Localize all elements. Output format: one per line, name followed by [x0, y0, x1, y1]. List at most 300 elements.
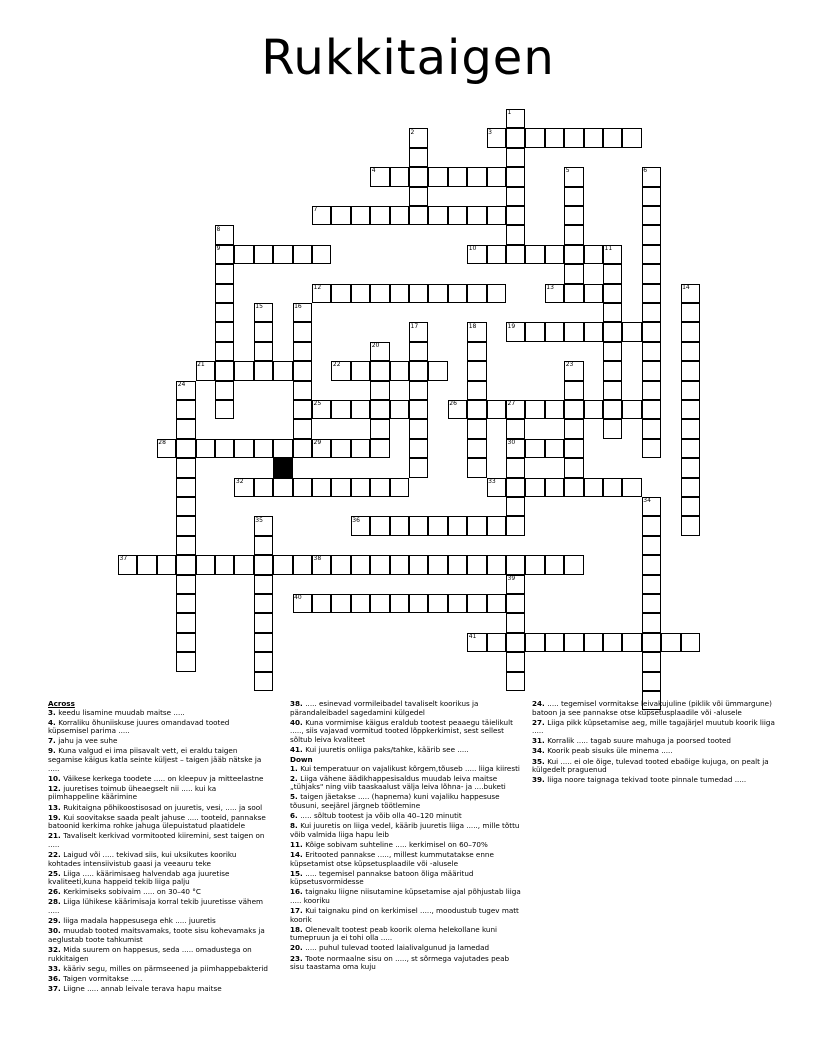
grid-cell[interactable] — [254, 536, 273, 555]
clue-text: Rukitaigna põhikoostisosad on juuretis, vesi, ..... ja sool — [63, 802, 263, 812]
grid-cell[interactable] — [370, 381, 389, 400]
grid-cell[interactable] — [506, 458, 525, 477]
grid-cell[interactable] — [681, 439, 700, 458]
grid-cell[interactable] — [428, 284, 447, 303]
clue-text: taignaku liigne niisutamine küpsetamise ajal põhjustab liiga ..... kooriku — [290, 887, 521, 905]
grid-cell[interactable] — [215, 322, 234, 341]
grid-cell[interactable] — [157, 555, 176, 574]
grid-cell[interactable] — [254, 361, 273, 380]
grid-cell[interactable] — [525, 555, 544, 574]
grid-cell[interactable] — [506, 206, 525, 225]
grid-cell[interactable] — [603, 381, 622, 400]
grid-cell[interactable] — [487, 206, 506, 225]
grid-cell[interactable] — [409, 439, 428, 458]
grid-cell[interactable] — [467, 400, 486, 419]
grid-cell[interactable] — [254, 555, 273, 574]
across-clue — [290, 719, 522, 745]
grid-cell[interactable] — [448, 555, 467, 574]
grid-cell[interactable] — [467, 381, 486, 400]
grid-cell[interactable] — [215, 342, 234, 361]
grid-cell[interactable] — [351, 439, 370, 458]
grid-cell[interactable] — [584, 245, 603, 264]
grid-cell[interactable] — [487, 167, 506, 186]
grid-cell[interactable] — [409, 361, 428, 380]
grid-cell[interactable] — [176, 555, 195, 574]
grid-cell[interactable] — [331, 439, 350, 458]
grid-cell[interactable] — [487, 516, 506, 535]
clue-text: ..... esinevad vormileibadel tavaliselt koorikus ja pärandaleibadel sagedamini külgedel — [290, 699, 479, 717]
grid-cell[interactable] — [487, 284, 506, 303]
grid-cell[interactable] — [370, 555, 389, 574]
grid-cell[interactable] — [312, 594, 331, 613]
grid-cell[interactable] — [409, 555, 428, 574]
grid-cell[interactable] — [564, 264, 583, 283]
grid-cell[interactable] — [584, 322, 603, 341]
grid-cell[interactable] — [584, 128, 603, 147]
grid-cell[interactable] — [293, 419, 312, 438]
grid-cell[interactable] — [564, 187, 583, 206]
grid-cell[interactable] — [215, 439, 234, 458]
grid-cell[interactable] — [545, 400, 564, 419]
grid-cell[interactable] — [487, 633, 506, 652]
down-clue — [532, 737, 782, 746]
grid-cell[interactable] — [370, 478, 389, 497]
grid-cell[interactable] — [506, 167, 525, 186]
grid-cell[interactable] — [642, 400, 661, 419]
grid-cell[interactable] — [428, 361, 447, 380]
grid-cell[interactable] — [681, 381, 700, 400]
grid-cell[interactable] — [273, 478, 292, 497]
clue-number: 39 — [507, 574, 516, 582]
grid-cell[interactable] — [390, 206, 409, 225]
grid-cell[interactable] — [642, 575, 661, 594]
grid-cell[interactable] — [525, 439, 544, 458]
grid-cell[interactable] — [351, 594, 370, 613]
across-clue — [48, 985, 268, 994]
grid-cell[interactable] — [409, 458, 428, 477]
grid-cell[interactable] — [176, 419, 195, 438]
grid-cell[interactable] — [584, 478, 603, 497]
grid-cell[interactable] — [642, 187, 661, 206]
grid-cell[interactable] — [448, 516, 467, 535]
grid-cell[interactable] — [506, 245, 525, 264]
grid-cell[interactable] — [428, 206, 447, 225]
grid-cell[interactable] — [293, 245, 312, 264]
grid-cell[interactable] — [293, 361, 312, 380]
grid-cell[interactable] — [409, 284, 428, 303]
grid-cell[interactable] — [564, 400, 583, 419]
grid-cell[interactable] — [293, 342, 312, 361]
grid-cell[interactable] — [409, 594, 428, 613]
grid-cell[interactable] — [506, 555, 525, 574]
grid-cell[interactable] — [293, 400, 312, 419]
grid-cell[interactable] — [254, 613, 273, 632]
grid-cell[interactable] — [603, 322, 622, 341]
grid-cell[interactable] — [409, 187, 428, 206]
grid-cell[interactable] — [545, 633, 564, 652]
grid-cell[interactable] — [215, 361, 234, 380]
grid-cell[interactable] — [603, 361, 622, 380]
grid-cell[interactable] — [467, 516, 486, 535]
grid-cell[interactable] — [622, 128, 641, 147]
grid-cell[interactable] — [331, 284, 350, 303]
grid-cell[interactable] — [603, 342, 622, 361]
grid-cell[interactable] — [525, 400, 544, 419]
clue-number: 34 — [643, 497, 651, 505]
across-clue — [48, 975, 268, 984]
clue-number-label: 28. — [48, 897, 64, 907]
grid-cell[interactable] — [448, 594, 467, 613]
grid-cell[interactable] — [545, 128, 564, 147]
grid-cell[interactable] — [506, 419, 525, 438]
grid-cell[interactable] — [506, 633, 525, 652]
grid-cell[interactable] — [642, 342, 661, 361]
grid-cell[interactable] — [506, 148, 525, 167]
grid-cell[interactable] — [254, 342, 273, 361]
grid-cell[interactable] — [176, 652, 195, 671]
grid-cell[interactable] — [681, 303, 700, 322]
clue-number-label: 21. — [48, 831, 64, 841]
grid-cell[interactable] — [545, 322, 564, 341]
grid-cell[interactable] — [370, 206, 389, 225]
grid-cell[interactable] — [506, 478, 525, 497]
grid-cell[interactable] — [467, 458, 486, 477]
grid-cell[interactable] — [176, 400, 195, 419]
grid-cell[interactable] — [487, 400, 506, 419]
grid-cell[interactable] — [467, 342, 486, 361]
grid-cell[interactable] — [176, 633, 195, 652]
grid-cell[interactable] — [545, 245, 564, 264]
grid-cell[interactable] — [642, 555, 661, 574]
grid-cell[interactable] — [254, 322, 273, 341]
grid-cell[interactable] — [506, 516, 525, 535]
grid-cell[interactable] — [642, 264, 661, 283]
grid-cell[interactable] — [331, 478, 350, 497]
grid-cell[interactable] — [525, 245, 544, 264]
grid-cell[interactable] — [681, 633, 700, 652]
grid-cell[interactable] — [331, 555, 350, 574]
clue-number-label: 17. — [290, 906, 306, 916]
grid-cell[interactable] — [661, 633, 680, 652]
grid-cell[interactable] — [448, 206, 467, 225]
grid-cell[interactable] — [370, 361, 389, 380]
grid-cell[interactable] — [273, 245, 292, 264]
grid-cell[interactable] — [176, 594, 195, 613]
grid-cell[interactable] — [506, 497, 525, 516]
grid-cell[interactable] — [215, 381, 234, 400]
grid-cell[interactable] — [642, 516, 661, 535]
clue-number-label: 22. — [48, 850, 64, 859]
grid-cell[interactable] — [409, 419, 428, 438]
grid-cell[interactable] — [525, 322, 544, 341]
grid-cell[interactable] — [603, 478, 622, 497]
grid-cell[interactable] — [331, 206, 350, 225]
grid-cell[interactable] — [681, 322, 700, 341]
grid-cell[interactable] — [603, 284, 622, 303]
grid-cell[interactable] — [409, 381, 428, 400]
grid-cell[interactable] — [467, 439, 486, 458]
grid-cell[interactable] — [428, 167, 447, 186]
grid-cell[interactable] — [467, 361, 486, 380]
grid-cell[interactable] — [564, 128, 583, 147]
grid-cell[interactable] — [487, 245, 506, 264]
grid-cell[interactable] — [603, 419, 622, 438]
grid-cell[interactable] — [390, 594, 409, 613]
grid-cell[interactable] — [506, 128, 525, 147]
grid-cell[interactable] — [351, 361, 370, 380]
grid-cell[interactable] — [409, 516, 428, 535]
grid-cell[interactable] — [409, 167, 428, 186]
grid-cell[interactable] — [642, 225, 661, 244]
grid-cell[interactable] — [603, 264, 622, 283]
grid-cell[interactable] — [176, 497, 195, 516]
grid-cell[interactable] — [681, 516, 700, 535]
clue-text: jahu ja vee suhe — [58, 736, 118, 746]
grid-cell[interactable] — [545, 439, 564, 458]
grid-cell[interactable] — [681, 361, 700, 380]
grid-cell[interactable] — [254, 245, 273, 264]
grid-cell[interactable] — [409, 342, 428, 361]
grid-cell[interactable] — [681, 419, 700, 438]
clue-number-label: 35. — [532, 756, 548, 766]
grid-cell[interactable] — [215, 284, 234, 303]
grid-cell[interactable] — [390, 361, 409, 380]
grid-cell[interactable] — [525, 128, 544, 147]
grid-cell[interactable] — [254, 672, 273, 691]
grid-cell[interactable] — [351, 555, 370, 574]
grid-cell[interactable] — [176, 536, 195, 555]
grid-cell[interactable] — [137, 555, 156, 574]
clue-number: 40 — [294, 594, 302, 602]
grid-cell[interactable] — [642, 284, 661, 303]
grid-cell[interactable] — [176, 575, 195, 594]
grid-cell[interactable] — [681, 342, 700, 361]
grid-cell[interactable] — [487, 594, 506, 613]
grid-cell[interactable] — [467, 167, 486, 186]
grid-cell[interactable] — [254, 439, 273, 458]
grid-cell[interactable] — [331, 400, 350, 419]
grid-cell[interactable] — [215, 400, 234, 419]
grid-cell[interactable] — [642, 419, 661, 438]
grid-cell[interactable] — [622, 400, 641, 419]
clue-number-label: 1. — [290, 763, 301, 773]
grid-cell[interactable] — [390, 478, 409, 497]
grid-cell[interactable] — [312, 245, 331, 264]
grid-cell[interactable] — [564, 555, 583, 574]
clue-number-label: 32. — [48, 944, 64, 954]
grid-cell[interactable] — [642, 381, 661, 400]
grid-cell[interactable] — [409, 206, 428, 225]
grid-cell[interactable] — [584, 284, 603, 303]
clue-number: 27 — [507, 400, 516, 408]
grid-cell[interactable] — [642, 361, 661, 380]
grid-cell[interactable] — [506, 187, 525, 206]
grid-cell[interactable] — [293, 381, 312, 400]
grid-cell[interactable] — [467, 419, 486, 438]
clue-number: 36 — [352, 516, 360, 524]
grid-cell[interactable] — [370, 439, 389, 458]
grid-cell[interactable] — [312, 478, 331, 497]
grid-cell[interactable] — [390, 167, 409, 186]
grid-cell[interactable] — [293, 478, 312, 497]
grid-cell[interactable] — [681, 400, 700, 419]
grid-cell[interactable] — [642, 672, 661, 691]
grid-cell[interactable] — [603, 303, 622, 322]
clue-text: ..... puhul tulevad tooted laialivalgunud ja lamedad — [305, 943, 490, 953]
grid-cell[interactable] — [351, 284, 370, 303]
grid-cell[interactable] — [370, 516, 389, 535]
grid-cell[interactable] — [467, 594, 486, 613]
grid-cell[interactable] — [254, 633, 273, 652]
grid-cell[interactable] — [390, 516, 409, 535]
grid-cell[interactable] — [642, 536, 661, 555]
grid-cell[interactable] — [525, 478, 544, 497]
grid-cell[interactable] — [409, 148, 428, 167]
grid-cell[interactable] — [351, 400, 370, 419]
grid-cell[interactable] — [564, 206, 583, 225]
grid-cell[interactable] — [506, 225, 525, 244]
clue-text: Kui temperatuur on vajalikust kõrgem,tõuseb ..... liiga kiiresti — [300, 763, 520, 773]
clue-number-label: 26. — [48, 887, 64, 897]
grid-cell[interactable] — [564, 225, 583, 244]
grid-cell[interactable] — [642, 322, 661, 341]
grid-cell[interactable] — [409, 400, 428, 419]
clue-text: Kui juuretis on liiga vedel, käärib juuretis liiga ....., mille tõttu võib valmida liiga hapu leib — [290, 821, 520, 839]
grid-cell[interactable] — [545, 478, 564, 497]
grid-cell[interactable] — [487, 555, 506, 574]
grid-cell[interactable] — [642, 439, 661, 458]
grid-cell[interactable] — [642, 206, 661, 225]
grid-cell[interactable] — [428, 516, 447, 535]
grid-cell[interactable] — [642, 245, 661, 264]
clue-text: ..... tegemisel vormitakse leivakujuline (piklik või ümmargune) batoon ja see pannakse otse küpsetusplaadile või -alusele — [532, 699, 772, 717]
grid-cell[interactable] — [467, 206, 486, 225]
grid-cell[interactable] — [293, 555, 312, 574]
grid-cell[interactable] — [215, 264, 234, 283]
grid-cell[interactable] — [293, 439, 312, 458]
grid-cell[interactable] — [234, 439, 253, 458]
grid-cell[interactable] — [506, 594, 525, 613]
grid-cell[interactable] — [176, 516, 195, 535]
grid-cell[interactable] — [234, 555, 253, 574]
grid-cell[interactable] — [642, 594, 661, 613]
grid-cell[interactable] — [390, 284, 409, 303]
grid-cell[interactable] — [254, 652, 273, 671]
grid-cell[interactable] — [293, 322, 312, 341]
grid-cell[interactable] — [681, 497, 700, 516]
grid-cell[interactable] — [370, 594, 389, 613]
grid-cell[interactable] — [467, 555, 486, 574]
grid-cell[interactable] — [428, 594, 447, 613]
across-header: Across — [48, 699, 75, 708]
clue-number-label: 29. — [48, 916, 64, 926]
grid-cell[interactable] — [642, 613, 661, 632]
clue-number: 3 — [488, 128, 492, 136]
grid-cell[interactable] — [642, 303, 661, 322]
grid-cell[interactable] — [448, 284, 467, 303]
grid-cell[interactable] — [215, 303, 234, 322]
grid-cell[interactable] — [254, 478, 273, 497]
grid-cell[interactable] — [428, 555, 447, 574]
grid-cell[interactable] — [564, 419, 583, 438]
grid-cell[interactable] — [506, 672, 525, 691]
grid-cell[interactable] — [564, 245, 583, 264]
grid-cell[interactable] — [564, 633, 583, 652]
grid-cell[interactable] — [564, 478, 583, 497]
grid-cell[interactable] — [273, 361, 292, 380]
clue-number: 12 — [313, 283, 322, 291]
grid-cell[interactable] — [254, 575, 273, 594]
grid-cell[interactable] — [234, 361, 253, 380]
grid-cell[interactable] — [370, 284, 389, 303]
grid-cell[interactable] — [642, 652, 661, 671]
grid-cell[interactable] — [176, 439, 195, 458]
clue-number-label: 15. — [290, 868, 306, 878]
grid-cell[interactable] — [196, 555, 215, 574]
grid-cell[interactable] — [370, 419, 389, 438]
grid-cell[interactable] — [273, 439, 292, 458]
grid-cell[interactable] — [584, 400, 603, 419]
clue-number: 1 — [507, 109, 512, 117]
clue-text: Taigen vormitakse ..... — [63, 973, 143, 983]
grid-cell[interactable] — [390, 555, 409, 574]
clue-text: liiga madala happesusega ehk ..... juuretis — [63, 916, 216, 926]
grid-cell[interactable] — [603, 400, 622, 419]
grid-cell[interactable] — [390, 400, 409, 419]
grid-cell[interactable] — [506, 652, 525, 671]
grid-cell[interactable] — [622, 633, 641, 652]
grid-cell[interactable] — [603, 633, 622, 652]
clue-number: 35 — [255, 516, 263, 524]
grid-cell[interactable] — [331, 594, 350, 613]
clue-number: 8 — [216, 225, 221, 233]
grid-cell[interactable] — [564, 458, 583, 477]
grid-cell[interactable] — [467, 284, 486, 303]
grid-cell[interactable] — [196, 439, 215, 458]
down-clue — [290, 870, 522, 887]
grid-cell[interactable] — [254, 594, 273, 613]
grid-cell[interactable] — [176, 613, 195, 632]
grid-cell[interactable] — [584, 633, 603, 652]
grid-cell[interactable] — [273, 555, 292, 574]
grid-cell[interactable] — [564, 439, 583, 458]
grid-cell[interactable] — [564, 381, 583, 400]
grid-cell[interactable] — [622, 478, 641, 497]
grid-cell[interactable] — [370, 400, 389, 419]
grid-cell[interactable] — [525, 633, 544, 652]
clue-number: 10 — [468, 245, 477, 252]
grid-cell[interactable] — [603, 128, 622, 147]
grid-cell[interactable] — [351, 478, 370, 497]
grid-cell[interactable] — [176, 458, 195, 477]
grid-cell[interactable] — [622, 322, 641, 341]
grid-cell[interactable] — [681, 458, 700, 477]
grid-cell[interactable] — [215, 555, 234, 574]
grid-cell[interactable] — [681, 478, 700, 497]
clue-number: 31 — [274, 458, 283, 466]
grid-cell[interactable] — [564, 322, 583, 341]
grid-cell[interactable] — [642, 633, 661, 652]
clue-number-label: 10. — [48, 773, 64, 783]
grid-cell[interactable] — [234, 245, 253, 264]
grid-cell[interactable] — [351, 206, 370, 225]
grid-cell[interactable] — [176, 478, 195, 497]
grid-cell[interactable] — [545, 555, 564, 574]
grid-cell[interactable] — [564, 284, 583, 303]
clue-number: 28 — [158, 439, 166, 446]
grid-cell[interactable] — [506, 613, 525, 632]
grid-cell[interactable] — [448, 167, 467, 186]
